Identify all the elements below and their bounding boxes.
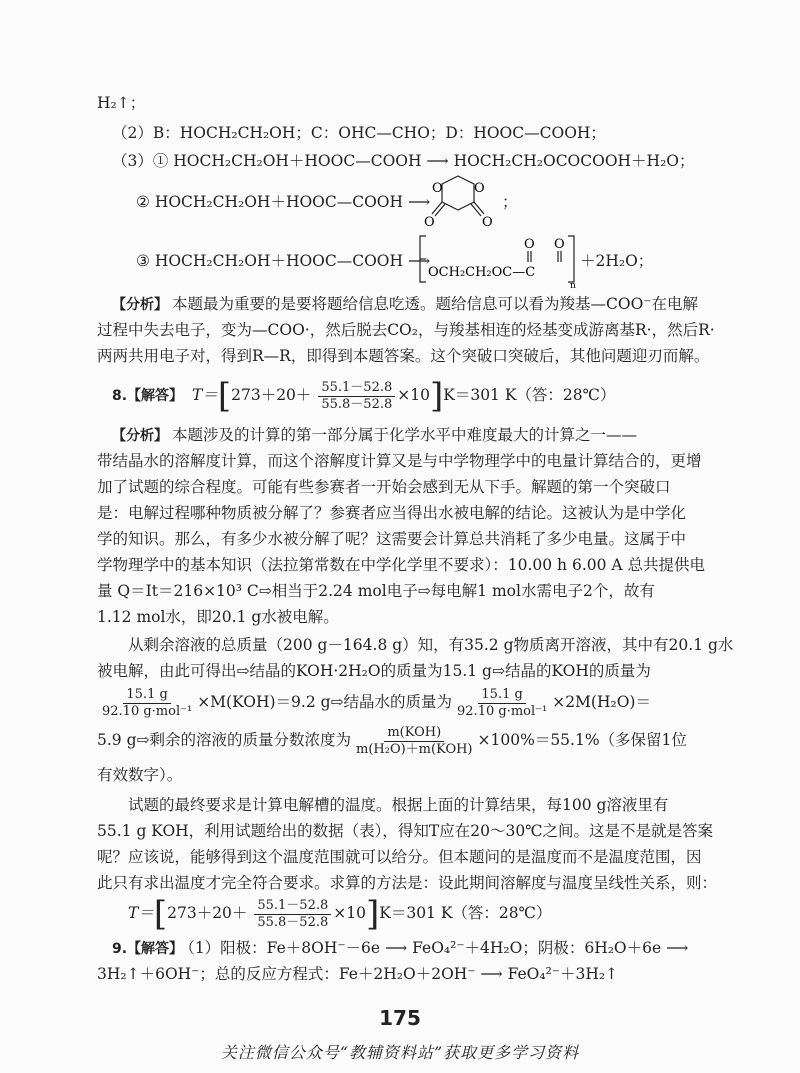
para3-line5: 有效数字）。 <box>97 766 183 784</box>
answer9-line2: 3H₂↑＋6OH⁻；总的反应方程式：Fe＋2H₂O＋2OH⁻ ⟶ FeO₄²⁻＋3H₂↑ <box>97 965 619 983</box>
line-eq2 <box>136 191 430 213</box>
para4-line1: 试题的最终要求是计算电解槽的温度。根据上面的计算结果，每100 g溶液里有 <box>128 796 669 814</box>
eq2-reaction: ② HOCH₂CH₂OH＋HOOC—COOH ⟶ <box>136 193 431 211</box>
analysis1-line1: 【分析】 本题最为重要的是要将题给信息吃透。题给信息可以看为羧基—COO⁻在电解 <box>112 295 698 313</box>
analysis2-line2: 带结晶水的溶解度计算，而这个溶解度计算又是与中学物理学中的电量计算结合的，更增 <box>97 452 702 470</box>
fraction-4: $\frac{\text{m(KOH)}}{\text{m(H₂O)＋m(KOH)}}$ <box>356 724 473 757</box>
analysis1-line3: 两两共用电子对，得到R—R，即得到本题答案。这个突破口突破后，其他问题迎刃而解。 <box>97 347 710 365</box>
analysis2-line7: 量 Q＝It＝216×10³ C⇨相当于2.24 mol电子⇨每电解1 mol水需电子2个，故有 <box>97 582 655 600</box>
analysis2-line3: 加了试题的综合程度。可能有些参赛者一开始会感到无从下手。解题的第一个突破口 <box>97 478 671 496</box>
poly-o2: O <box>554 237 565 252</box>
page-number: 175 <box>379 1006 421 1030</box>
para3-line3: $\frac{15.1 g}{\text{92.10 g·mol⁻¹}}$ ×M(KOH)＝9.2 g⇨结晶水的质量为 $\frac{15.1 g}{\text{92.10 g·mol⁻¹}}$ ×2M(H₂O)＝ <box>97 684 651 720</box>
fraction-1: $\frac{55.1-52.8}{55.8-52.8}$ <box>318 380 395 413</box>
poly-n: n <box>570 281 576 290</box>
ring-o-left: O <box>432 181 443 196</box>
footer-watermark: 关注微信公众号“教辅资料站”获取更多学习资料 <box>220 1043 580 1062</box>
poly-o1: O <box>524 237 535 252</box>
para4-line4: 此只有求出温度才完全符合要求。求算的方法是：设此期间溶解度与温度呈线性关系，则： <box>97 874 718 892</box>
analysis2-line1: 【分析】 本题涉及的计算的第一部分属于化学水平中难度最大的计算之一—— <box>112 426 638 444</box>
analysis2-line4: 是：电解过程哪种物质被分解了？参赛者应当得出水被电解的结论。这被认为是中学化 <box>97 504 687 522</box>
fraction-5: $\frac{55.1-52.8}{55.8-52.8}$ <box>254 898 331 931</box>
cyclic-oxalate-structure <box>418 166 498 230</box>
eq2-end: ； <box>502 193 518 211</box>
analysis2-line8: 1.12 mol水，即20.1 g水被电解。 <box>97 608 339 626</box>
answer9-tag: 9.【解答】 <box>112 941 184 957</box>
eq3-end: ＋2H₂O； <box>580 252 654 270</box>
answer8-tag: 8.【解答】 <box>112 388 184 404</box>
poly-unit: OCH₂CH₂OC—C <box>428 265 536 280</box>
line-h2: H₂↑； <box>97 94 146 112</box>
ring-o-top: O <box>482 215 493 230</box>
polymer-bracket <box>418 232 578 290</box>
fraction-3: $\frac{15.1 g}{\text{92.10 g·mol⁻¹}}$ <box>457 686 548 719</box>
line-eq3: ③ HOCH₂CH₂OH＋HOOC—COOH ⟶ <box>136 252 431 270</box>
answer9-line1: 9.【解答】 （1）阳极：Fe＋8OH⁻－6e ⟶ FeO₄²⁻＋4H₂O；阴极：6H₂O＋6e ⟶ <box>112 939 689 957</box>
para3-line1: 从剩余溶液的总质量（200 g－164.8 g）知，有35.2 g物质离开溶液，其中有20.1 g水 <box>128 636 734 654</box>
fraction-2: $\frac{15.1 g}{\text{92.10 g·mol⁻¹}}$ <box>102 686 193 719</box>
analysis-tag: 【分析】 <box>112 297 168 313</box>
line-eq1: （3）① HOCH₂CH₂OH＋HOOC—COOH ⟶ HOCH₂CH₂OCOCOOH＋H₂O； <box>112 152 695 170</box>
ring-o-bottom: O <box>424 215 435 230</box>
answer8-equation: 8.【解答】 T＝[273＋20＋ $\frac{55.1-52.8}{55.8-52.8}$ ×10]K＝301 K（答：28℃） <box>112 376 616 416</box>
equation-2: T＝[273＋20＋ $\frac{55.1-52.8}{55.8-52.8}$ ×10]K＝301 K（答：28℃） <box>128 894 552 934</box>
analysis2-line5: 学的知识。那么，有多少水被分解了呢？这需要会计算总共消耗了多少电量。这属于中 <box>97 530 687 548</box>
analysis2-line6: 学物理学中的基本知识（法拉第常数在中学化学里不要求）：10.00 h 6.00 A 总共提供电 <box>97 556 706 574</box>
para3-line4: 5.9 g⇨剩余的溶液的质量分数浓度为 $\frac{\text{m(KOH)}}{\text{m(H₂O)＋m(KOH)}}$ ×100%＝55.1%（多保留1位 <box>97 724 687 757</box>
para4-line2: 55.1 g KOH，利用试题给出的数据（表），得知T应在20～30℃之间。这是不是就是答案 <box>97 822 714 840</box>
line-bcd: （2）B：HOCH₂CH₂OH；C：OHC—CHO；D：HOOC—COOH； <box>112 124 606 142</box>
para3-line2: 被电解，由此可得出⇨结晶的KOH·2H₂O的质量为15.1 g⇨结晶的KOH的质量为 <box>97 662 651 680</box>
para4-line3: 呢？应该说，能够得到这个温度范围就可以给分。但本题问的是温度而不是温度范围，因 <box>97 848 702 866</box>
analysis1-line2: 过程中失去电子，变为—COO·，然后脱去CO₂，与羧基相连的烃基变成游离基R·，然后R· <box>97 321 715 339</box>
ring-o-right: O <box>474 181 485 196</box>
